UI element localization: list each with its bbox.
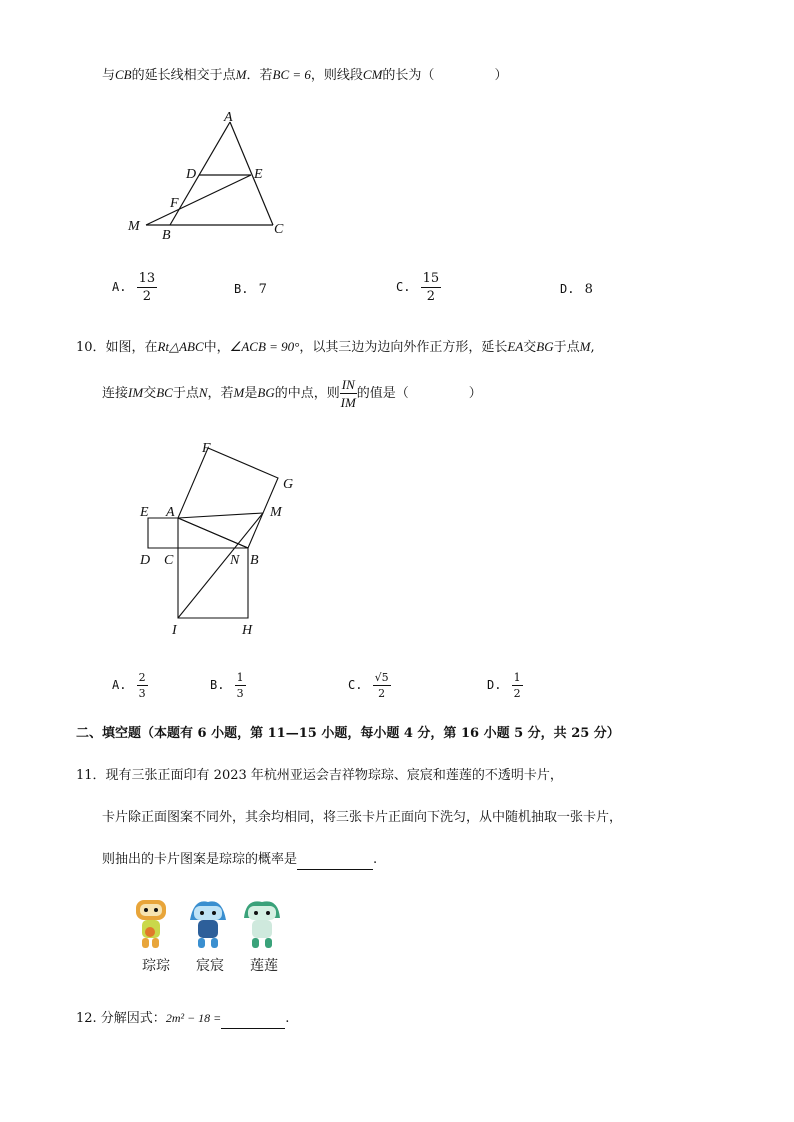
q10-text: 于点 bbox=[553, 340, 580, 355]
q9-text: 与 bbox=[102, 68, 116, 83]
q10-label-g: G bbox=[283, 477, 294, 492]
mascot-lianlian bbox=[244, 901, 280, 948]
q10-bg: BG bbox=[257, 385, 275, 400]
q9-label-c: C bbox=[274, 222, 284, 237]
frac-den: IM bbox=[340, 395, 356, 410]
frac-den: 3 bbox=[138, 687, 146, 700]
option-label: B. bbox=[210, 678, 225, 692]
q9-option-c[interactable] bbox=[396, 272, 441, 303]
frac-num: √5 bbox=[374, 671, 389, 684]
q11-line1: 11．现有三张正面印有 2023 年杭州亚运会吉祥物琮琮、宸宸和莲莲的不透明卡片， bbox=[76, 768, 563, 783]
q10-text: 于点 bbox=[172, 386, 199, 401]
q10-square-ab bbox=[178, 448, 278, 548]
q12-period: . bbox=[285, 1011, 290, 1026]
q9-label-m: M bbox=[128, 219, 140, 234]
q10-label-n: N bbox=[230, 553, 240, 568]
q9-text: 的长为（ bbox=[382, 68, 435, 83]
q10-text: 中， bbox=[203, 340, 230, 355]
mascot-caption-3: 莲莲 bbox=[250, 958, 278, 974]
q11-line2: 卡片除正面图案不同外，其余均相同，将三张卡片正面向下洗匀，从中随机抽取一张卡片， bbox=[102, 810, 623, 825]
q10-label-h: H bbox=[242, 623, 253, 638]
q10-label-i: I bbox=[172, 623, 177, 638]
q10-text: 交 bbox=[143, 386, 157, 401]
q10-bc: BC bbox=[156, 385, 173, 400]
q12-expression: 2m² − 18 = bbox=[165, 1011, 222, 1025]
q9-line-me bbox=[146, 175, 251, 225]
q9-figure bbox=[120, 105, 300, 245]
option-label: C. bbox=[396, 280, 411, 294]
q9-seg-cb: CB bbox=[115, 67, 132, 82]
q10-text: ，以其三边为边向外作正方形，延长 bbox=[299, 340, 508, 355]
option-label: D. bbox=[560, 282, 575, 296]
q10-text: 是 bbox=[244, 386, 258, 401]
q9-eq: BC = 6 bbox=[272, 67, 311, 82]
frac-den: 3 bbox=[236, 687, 244, 700]
q10-figure bbox=[130, 430, 310, 645]
q10-triangle: Rt△ABC bbox=[157, 339, 204, 354]
q9-label-b: B bbox=[162, 228, 171, 243]
option-label: D. bbox=[487, 678, 502, 692]
q10-text: 的中点，则 bbox=[274, 386, 340, 401]
q10-option-b[interactable] bbox=[210, 672, 246, 699]
q10-angle: ∠ACB = 90° bbox=[229, 339, 300, 354]
q9-text-line bbox=[102, 66, 507, 85]
q10-n: N bbox=[198, 385, 208, 400]
q10-text: 的值是（ bbox=[356, 386, 409, 401]
frac-den: 2 bbox=[426, 289, 435, 304]
q11-period: . bbox=[373, 852, 378, 867]
mascot-illustration bbox=[128, 896, 288, 954]
q9-label-e: E bbox=[254, 167, 263, 182]
frac-den: 2 bbox=[142, 289, 151, 304]
q10-m: M bbox=[579, 339, 591, 354]
q10-text: , bbox=[590, 340, 595, 355]
q12-answer-blank[interactable] bbox=[221, 1010, 285, 1029]
q9-seg-cm: CM bbox=[362, 67, 383, 82]
q9-label-f: F bbox=[170, 196, 179, 211]
q12-line bbox=[76, 1009, 289, 1029]
mascot-chenchen bbox=[190, 901, 226, 948]
q10-close-paren: ） bbox=[468, 386, 482, 401]
q9-point-m: M bbox=[235, 67, 247, 82]
q10-im: IM bbox=[128, 385, 144, 400]
q10-label-f: F bbox=[202, 441, 211, 456]
frac-num: IN bbox=[341, 377, 355, 392]
q10-text: 连接 bbox=[102, 386, 129, 401]
option-label: A. bbox=[112, 678, 127, 692]
frac-den: 2 bbox=[378, 687, 386, 700]
frac-num: 1 bbox=[236, 671, 244, 684]
q9-option-b[interactable] bbox=[234, 282, 267, 297]
q9-label-d: D bbox=[186, 167, 197, 182]
q10-m: M bbox=[233, 385, 245, 400]
q9-text: 的延长线相交于点 bbox=[131, 68, 236, 83]
option-label: B. bbox=[234, 282, 249, 296]
q11-text: 则抽出的卡片图案是琮琮的概率是 bbox=[102, 852, 298, 867]
frac-num: 15 bbox=[422, 271, 440, 286]
q9-option-d[interactable] bbox=[560, 282, 593, 297]
q9-text: ．若 bbox=[246, 68, 273, 83]
frac-num: 13 bbox=[138, 271, 156, 286]
q10-line1 bbox=[76, 338, 595, 357]
q10-ea: EA bbox=[507, 339, 524, 354]
mascot-caption-1: 琮琮 bbox=[142, 958, 170, 974]
q9-line-ac bbox=[230, 122, 273, 225]
option-value: 7 bbox=[258, 282, 267, 297]
option-label: C. bbox=[348, 678, 363, 692]
frac-den: 2 bbox=[513, 687, 521, 700]
mascot-congcong bbox=[136, 900, 166, 948]
q10-label-c: C bbox=[164, 553, 174, 568]
q10-square-ac bbox=[148, 518, 178, 548]
q10-option-a[interactable] bbox=[112, 672, 148, 699]
option-label: A. bbox=[112, 280, 127, 294]
q10-line-am bbox=[178, 513, 263, 518]
q12-label: 12. 分解因式： bbox=[76, 1011, 166, 1026]
frac-num: 2 bbox=[138, 671, 146, 684]
q11-line3 bbox=[102, 851, 377, 870]
q10-option-d[interactable] bbox=[487, 672, 523, 699]
q10-bg: BG bbox=[536, 339, 554, 354]
q10-fraction bbox=[340, 378, 357, 409]
mascot-caption-2: 宸宸 bbox=[196, 958, 224, 974]
section2-heading: 二、填空题（本题有 6 小题，第 11—15 小题，每小题 4 分，第 16 小题 5 分，共 25 分） bbox=[76, 726, 620, 741]
q9-close-paren: ） bbox=[494, 68, 508, 83]
q10-label-b: B bbox=[250, 553, 259, 568]
q10-label-d: D bbox=[140, 553, 151, 568]
q10-text: 交 bbox=[523, 340, 537, 355]
q10-text: ，若 bbox=[207, 386, 234, 401]
option-value: 8 bbox=[584, 282, 593, 297]
q11-answer-blank[interactable] bbox=[297, 851, 373, 870]
q10-label-a: A bbox=[166, 505, 175, 520]
q9-text: ，则线段 bbox=[310, 68, 363, 83]
q10-label-e: E bbox=[140, 505, 149, 520]
q10-option-c[interactable] bbox=[348, 672, 391, 699]
q9-label-a: A bbox=[224, 110, 233, 125]
q10-line2 bbox=[102, 378, 482, 409]
q9-option-a[interactable] bbox=[112, 272, 157, 303]
q10-text: 10．如图，在 bbox=[76, 340, 158, 355]
frac-num: 1 bbox=[513, 671, 521, 684]
q10-label-m: M bbox=[270, 505, 282, 520]
